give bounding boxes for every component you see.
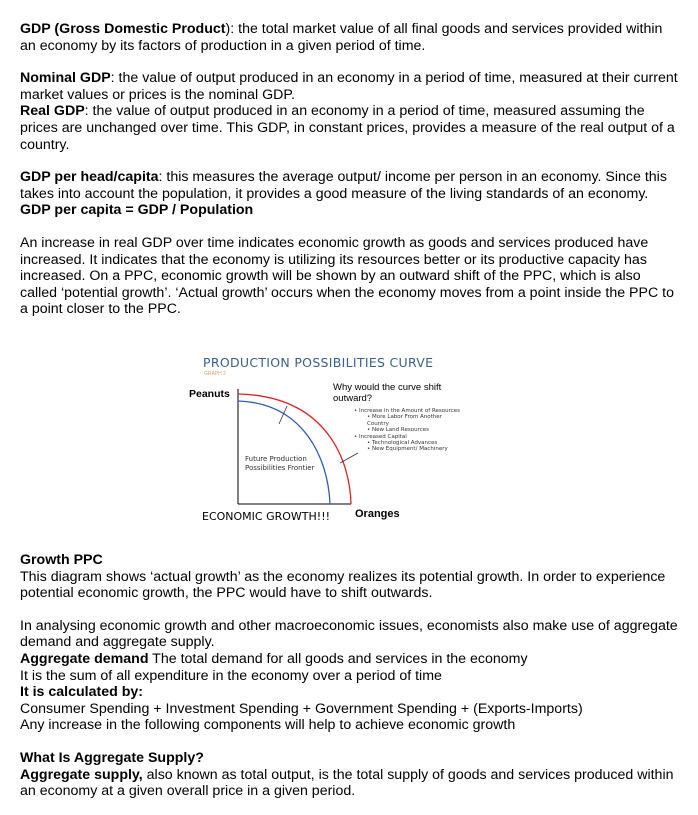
gdp-per-head-definition [20,169,680,202]
x-axis-label: Oranges [355,508,400,520]
y-axis-label: Peanuts [189,388,230,400]
reason-item: • More Labor From Another Country [367,414,442,427]
gdp-definition-text: ): the total market value of all final goods and services provided within an economy by its factors of production in a given period of time. [20,21,663,54]
aggregate-demand-text: The total demand for all goods and services in the economy [148,650,528,667]
real-gdp-text: : the value of output produced in an economy in a period of time, measured assuming the prices are unchanged over time. This GDP, in constant prices, provides a measure of the real output of a country. [20,103,675,153]
current-ppc-curve [238,401,330,504]
figure-title: PRODUCTION POSSIBILITIES CURVE [203,355,434,370]
real-gdp-definition [20,103,680,153]
ppc-figure [188,352,468,532]
shift-reasons-list [354,408,464,453]
nominal-gdp-definition [20,70,680,103]
gdp-per-head-term: GDP per head/capita [20,169,159,186]
aggregate-demand-definition [20,651,680,668]
gdp-definition [20,21,680,54]
nominal-gdp-term: Nominal GDP [20,70,111,87]
ad-intro: In analysing economic growth and other macroeconomic issues, economists also make use of aggregate demand and aggregate supply. [20,617,678,651]
ad-formula: Consumer Spending + Investment Spending + Government Spending + (Exports-Imports) [20,700,583,717]
frontier-pointer-line [340,453,358,463]
as-heading [20,750,680,767]
future-ppc-curve [238,394,351,504]
aggregate-supply-text: also known as total output, is the total supply of goods and services produced within an economy at a given overall price in a given period. [20,766,674,800]
growth-paragraph: An increase in real GDP over time indicates economic growth as goods and services produced have increased. It indicates that the economy is utilizing its resources better or its productive capacity has increased. On a PPC, economic growth will be shown by an outward shift of the PPC, which is also called ‘potential growth’. ‘Actual growth’ occurs when the economy moves from a point inside the PPC to a point closer to the PPC. [20,234,675,318]
ad-expenditure-line: It is the sum of all expenditure in the economy over a period of time [20,667,442,684]
aggregate-demand-term: Aggregate demand [20,650,149,667]
shift-question: Why would the curve shift outward? [333,382,442,404]
reason-item: • Increase in the Amount of Resources [354,408,461,414]
reason-item: • New Land Resources [367,427,429,434]
document-body [20,21,680,318]
calc-heading-text: It is calculated by: [20,684,143,701]
growth-ppc-heading-text: Growth PPC [20,552,103,568]
gdp-per-head-text: : this measures the average output/ income per person in an economy. Since this takes into account the population, it provides a good measure of the living standards of an economy. [20,169,667,202]
reason-item: • New Equipment/ Machinery [367,446,448,453]
frontier-label: Future Production Possibilities Frontier [245,455,315,472]
figure-caption: ECONOMIC GROWTH!!! [202,510,331,523]
nominal-gdp-text: : the value of output produced in an economy in a period of time, measured at their current market values or prices is the nominal GDP. [20,70,678,103]
reason-item: • Technological Advances [367,440,438,447]
figure-graph-label: GRAPH 2 [204,371,226,377]
reason-item: • Increased Capital [354,433,407,440]
document-body-lower [20,552,680,800]
calc-heading [20,684,680,701]
growth-ppc-heading [20,552,680,569]
gdp-term: GDP (Gross Domestic Product [20,21,226,37]
growth-ppc-text: This diagram shows ‘actual growth’ as the economy realizes its potential growth. In order to experience potential economic growth, the PPC would have to shift outwards. [20,568,666,602]
ad-note: Any increase in the following components will help to achieve economic growth [20,717,516,734]
real-gdp-term: Real GDP [20,103,85,120]
as-heading-text: What Is Aggregate Supply? [20,749,204,766]
aggregate-supply-term: Aggregate supply, [20,766,143,783]
gdp-per-capita-formula-text: GDP per capita = GDP / Population [20,202,254,219]
gdp-per-capita-formula [20,202,680,219]
aggregate-supply-definition [20,767,680,800]
